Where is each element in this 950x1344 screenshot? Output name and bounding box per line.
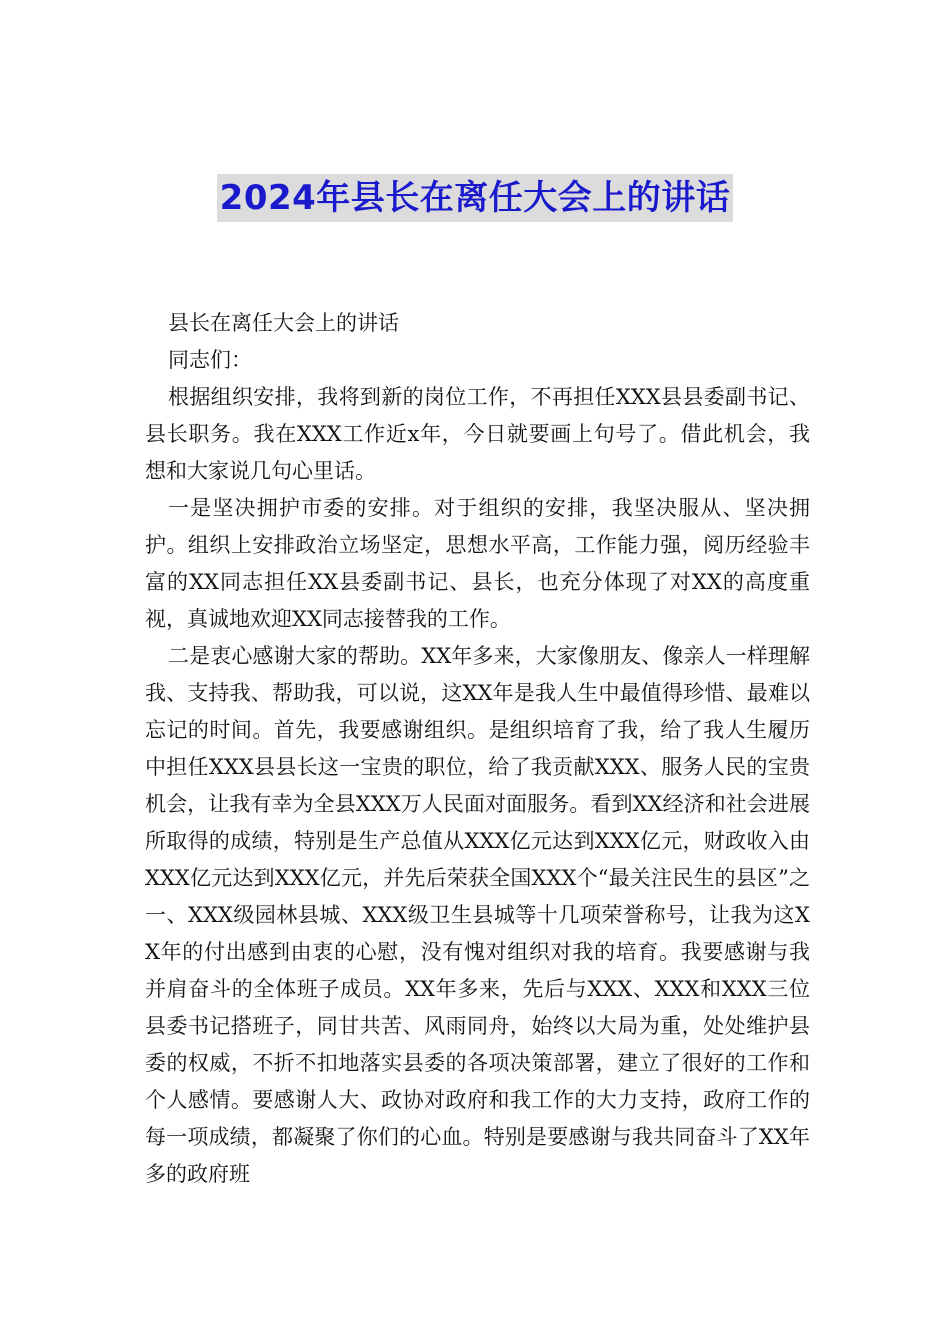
- document-title: 2024年县长在离任大会上的讲话: [217, 174, 734, 222]
- paragraph: 根据组织安排，我将到新的岗位工作，不再担任XXX县县委副书记、县长职务。我在XXX工作近x年，今日就要画上句号了。借此机会，我想和大家说几句心里话。: [145, 385, 810, 483]
- salutation: 同志们：: [168, 348, 252, 372]
- paragraph: 二是衷心感谢大家的帮助。XX年多来，大家像朋友、像亲人一样理解我、支持我、帮助我，可以说，这XX年是我人生中最值得珍惜、最难以忘记的时间。首先，我要感谢组织。是组织培育了我，给了我人生履历中担任XXX县县长这一宝贵的职位，给了我贡献XXX、服务人民的宝贵机会，让我有幸为全县XXX万人民面对面服务。看到XX经济和社会进展所取得的成绩，特别是生产总值从XXX亿元达到XXX亿元，财政收入由XXX亿元达到XXX亿元，并先后荣获全国XXX个“最关注民生的县区”之一、XXX级园林县城、XXX级卫生县城等十几项荣誉称号，让我为这XX年的付出感到由衷的心慰，没有愧对组织对我的培育。我要感谢与我并肩奋斗的全体班子成员。XX年多来，先后与XXX、XXX和XXX三位县委书记搭班子，同甘共苦、风雨同舟，始终以大局为重，处处维护县委的权威，不折不扣地落实县委的各项决策部署，建立了很好的工作和个人感情。要感谢人大、政协对政府和我工作的大力支持，政府工作的每一项成绩，都凝聚了你们的心血。特别是要感谢与我共同奋斗了XX年多的政府班: [145, 644, 810, 1186]
- speech-heading: 县长在离任大会上的讲话: [168, 311, 399, 335]
- title-container: [0, 174, 950, 222]
- paragraph: 一是坚决拥护市委的安排。对于组织的安排，我坚决服从、坚决拥护。组织上安排政治立场坚定，思想水平高，工作能力强，阅历经验丰富的XX同志担任XX县委副书记、县长，也充分体现了对XX的高度重视，真诚地欢迎XX同志接替我的工作。: [145, 496, 810, 631]
- document-body: [145, 305, 810, 1193]
